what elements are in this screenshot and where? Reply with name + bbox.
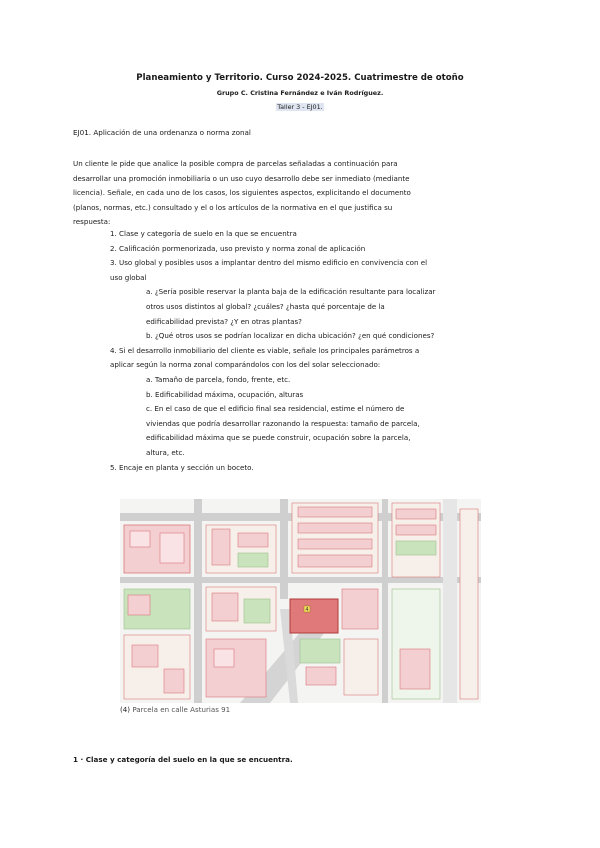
caption-number: (4): [120, 705, 131, 714]
caption-text: Parcela en calle Asturias 91: [132, 705, 231, 714]
list-item: 5. Encaje en planta y sección un boceto.: [110, 462, 254, 472]
taller-highlight: Taller 3 - EJ01.: [277, 103, 323, 111]
list-item: altura, etc.: [146, 448, 185, 457]
list-item: 3. Uso global y posibles usos a implantar dentro del mismo edificio en convivencia con el: [110, 258, 428, 268]
answer-heading: 1 · Clase y categoría del suelo en la que se encuentra.: [73, 755, 293, 764]
intro-line: (planos, normas, etc.) consultado y el o los artículos de la normativa en el que justifica su: [73, 202, 393, 212]
intro-line: respuesta:: [73, 217, 111, 227]
intro-line: desarrollar una promoción inmobiliaria o un uso cuyo desarrollo debe ser inmediato (mediante: [73, 173, 410, 183]
intro-line: licencia). Señale, en cada uno de los casos, los siguientes aspectos, explicitando el documento: [73, 188, 411, 198]
list-item: 4. Si el desarrollo inmobiliario del cliente es viable, señale los principales parámetros a: [110, 345, 420, 355]
list-item: viviendas que podría desarrollar razonando la respuesta: tamaño de parcela,: [146, 418, 420, 428]
parcel-marker-label: 4: [305, 607, 309, 613]
list-item: otros usos distintos al global? ¿cuáles? ¿hasta qué porcentaje de la: [146, 302, 385, 311]
highlighted-parcel: [290, 599, 338, 633]
list-item: edificabilidad máxima que se puede construir, ocupación sobre la parcela,: [146, 433, 411, 443]
figure-caption: [120, 705, 230, 714]
list-item: b. ¿Qué otros usos se podrían localizar en dicha ubicación? ¿en qué condiciones?: [146, 331, 435, 341]
list-item: uso global: [110, 272, 147, 282]
exercise-intro: [73, 157, 463, 230]
intro-line: Un cliente le pide que analice la posible compra de parcelas señaladas a continuación para: [73, 159, 398, 168]
list-item: 1. Clase y categoría de suelo en la que se encuentra: [110, 229, 297, 238]
taller-label: [0, 103, 600, 111]
list-item: a. Tamaño de parcela, fondo, frente, etc.: [146, 375, 291, 384]
parcel-map: [120, 499, 481, 703]
authors-line: Grupo C. Cristina Fernández e Iván Rodríguez.: [216, 89, 384, 97]
list-item: b. Edificabilidad máxima, ocupación, alturas: [146, 389, 304, 399]
list-item: 2. Calificación pormenorizada, uso previsto y norma zonal de aplicación: [110, 243, 366, 253]
list-item: aplicar según la norma zonal comparándolos con los del solar seleccionado:: [110, 360, 381, 370]
exercise-heading: EJ01. Aplicación de una ordenanza o norma zonal: [73, 128, 251, 137]
list-item: edificabilidad prevista? ¿Y en otras plantas?: [146, 316, 302, 326]
document-title: Planeamiento y Territorio. Curso 2024-2025. Cuatrimestre de otoño: [136, 73, 464, 83]
list-item: c. En el caso de que el edificio final sea residencial, estime el número de: [146, 404, 405, 414]
list-item: a. ¿Sería posible reservar la planta baja de la edificación resultante para localizar: [146, 287, 436, 297]
